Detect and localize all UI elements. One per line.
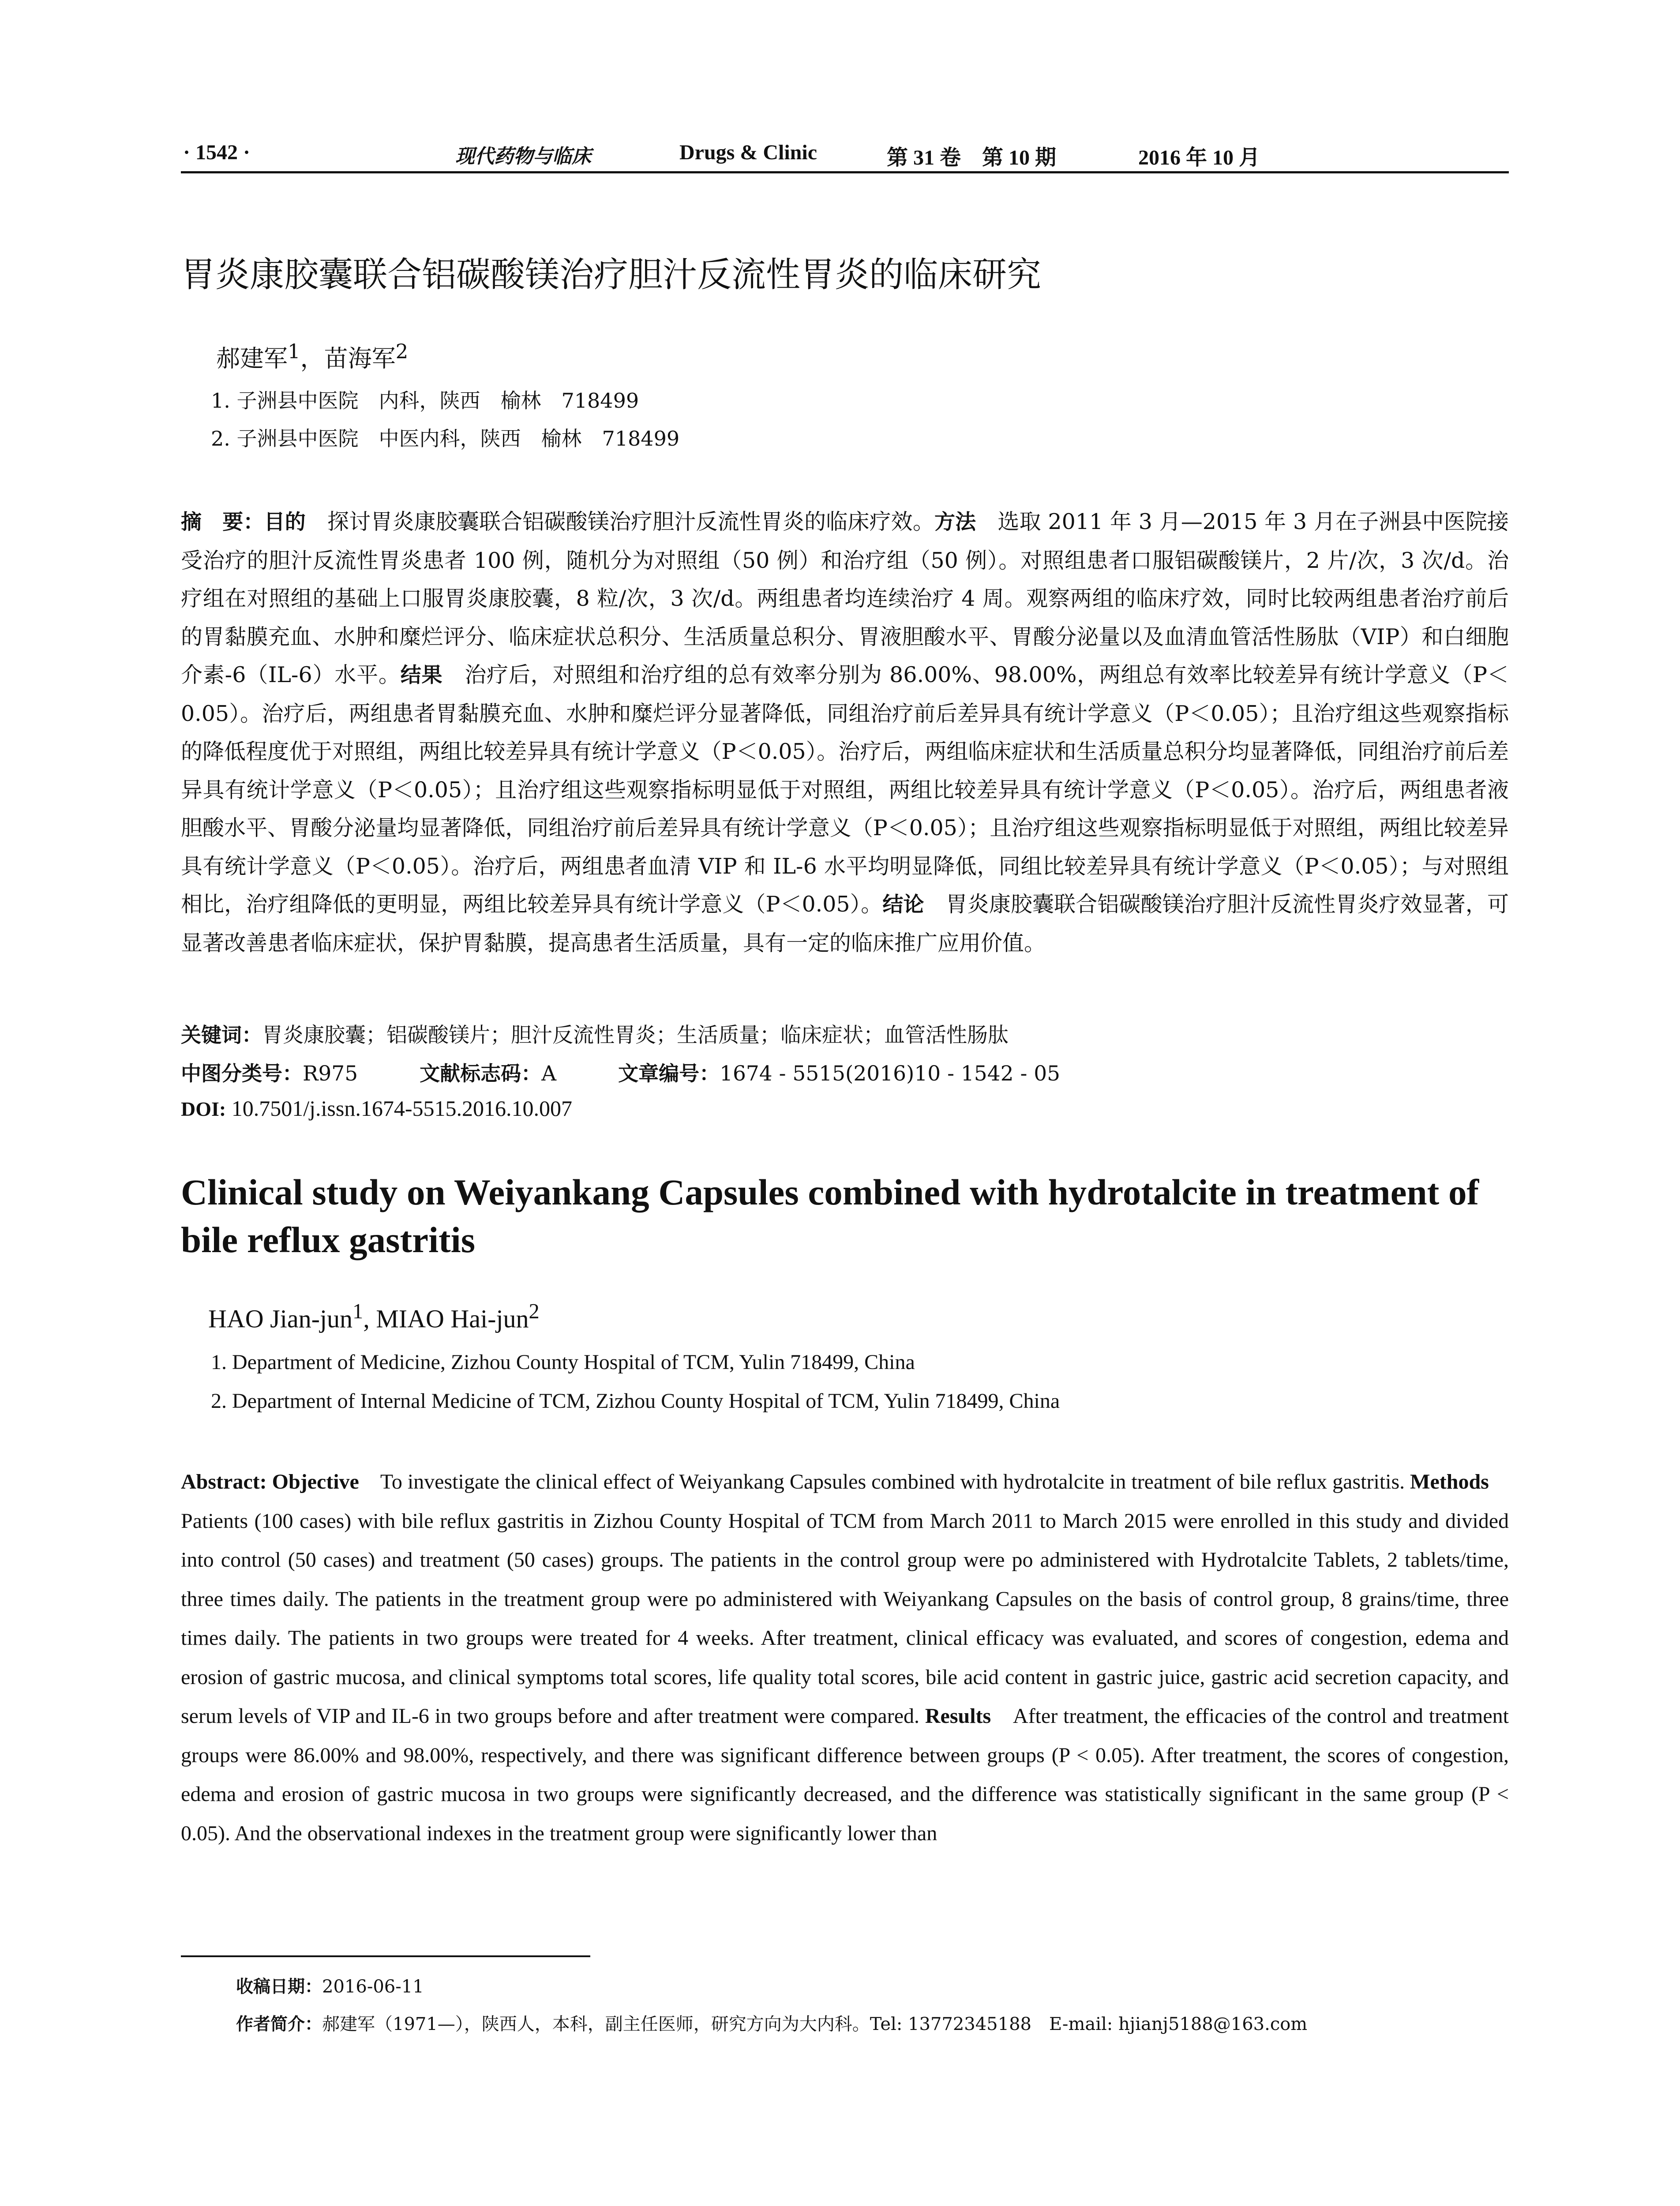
cn-keywords: 关键词：胃炎康胶囊；铝碳酸镁片；胆汁反流性胃炎；生活质量；临床症状；血管活性肠肽 [181,1023,1009,1047]
cn-author-1: 郝建军 [216,345,288,372]
en-affiliation-1: 1. Department of Medicine, Zizhou County Hospital of TCM, Yulin 718499, China [211,1351,915,1374]
journal-name-cn: 现代药物与临床 [455,145,591,168]
cn-abstract-label: 摘 要： [181,510,264,534]
article-id: 1674 - 5515(2016)10 - 1542 - 05 [720,1062,1061,1086]
document-code: A [541,1062,557,1086]
doi-line: DOI: 10.7501/j.issn.1674-5515.2016.10.007 [181,1096,572,1121]
doi-value: 10.7501/j.issn.1674-5515.2016.10.007 [226,1096,572,1121]
running-header [181,140,1509,173]
cn-title: 胃炎康胶囊联合铝碳酸镁治疗胆汁反流性胃炎的临床研究 [181,255,1042,295]
footnote-rule [181,1955,590,1957]
en-authors: HAO Jian-jun$^1$, MIAO Hai-jun$^2$ [208,1300,540,1333]
journal-name-en: Drugs & Clinic [679,141,817,164]
cn-affiliation-1: 1. 子洲县中医院 内科，陕西 榆林 718499 [211,389,639,413]
en-author-1: HAO Jian-jun [208,1304,353,1333]
classification-line: 中图分类号：R975 文献标志码：A 文章编号：1674 - 5515(2016)10 - 1542 - 05 [181,1062,1061,1086]
cn-authors: 郝建军$^1$，苗海军$^2$ [216,340,409,372]
clc-number: R975 [303,1062,358,1086]
en-title: Clinical study on Weiyankang Capsules combined with hydrotalcite in treatment of bile reflux gastritis [181,1172,1479,1260]
en-abstract: Abstract: Objective To investigate the clinical effect of Weiyankang Capsules combined with hydrotalcite in treatment of bile reflux gastritis. Methods Patients (100 cases) with bile reflux gastritis in Zizhou County Hospital of TCM from March 2011 to March 2015 were enrolled in this study and divided into control (50 cases) and treatment (50 cases) groups. The patients in the control group were po administered with Hydrotalcite Tablets, 2 tablets/time, three times daily. The patients in the treatment group were po administered with Weiyankang Capsules on the basis of control group, 8 grains/time, three times daily. The patients in two groups were treated for 4 weeks. After treatment, clinical efficacy was evaluated, and scores of congestion, edema and erosion of gastric mucosa, and clinical symptoms total scores, life quality total scores, bile acid content in gastric juice, gastric acid secretion capacity, and serum levels of VIP and IL-6 in two groups before and after treatment were compared. Results After treatment, the efficacies of the control and treatment groups were 86.00% and 98.00%, respectively, and there was significant difference between groups (P < 0.05). After treatment, the scores of congestion, edema and erosion of gastric mucosa in two groups were significantly decreased, and the difference was statistically significant in the same group (P < 0.05). And the observational indexes in the treatment group were significantly lower than [181,1470,1510,1845]
issue-date: 2016 年 10 月 [1138,146,1260,169]
en-affiliation-2: 2. Department of Internal Medicine of TCM, Zizhou County Hospital of TCM, Yulin 718499, China [211,1389,1060,1413]
cn-author-2: 苗海军 [324,345,396,372]
volume-issue: 第 31 卷 第 10 期 [887,146,1057,169]
en-author-2: MIAO Hai-jun [376,1304,529,1333]
received-date: 收稿日期：2016-06-11 [236,1977,424,1997]
page-number: · 1542 · [183,141,251,164]
cn-affiliation-2: 2. 子洲县中医院 中医内科，陕西 榆林 718499 [211,427,680,450]
cn-abstract: 摘 要：目的 探讨胃炎康胶囊联合铝碳酸镁治疗胆汁反流性胃炎的临床疗效。方法 选取 2011 年 3 月—2015 年 3 月在子洲县中医院接受治疗的胆汁反流性胃炎患者 100 例，随机分为对照组（50 例）和治疗组（50 例）。对照组患者口服铝碳酸镁片，2 片/次，3 次/d。治疗组在对照组的基础上口服胃炎康胶囊，8 粒/次，3 次/d。两组患者均连续治疗 4 周。观察两组的临床疗效，同时比较两组患者治疗前后的胃黏膜充血、水肿和糜烂评分、临床症状总积分、生活质量总积分、胃液胆酸水平、胃酸分泌量以及血清血管活性肠肽（VIP）和白细胞介素-6（IL-6）水平。结果 治疗后，对照组和治疗组的总有效率分别为 86.00%、98.00%，两组总有效率比较差异有统计学意义（P＜0.05）。治疗后，两组患者胃黏膜充血、水肿和糜烂评分显著降低，同组治疗前后差异具有统计学意义（P＜0.05）；且治疗组这些观察指标的降低程度优于对照组，两组比较差异具有统计学意义（P＜0.05）。治疗后，两组临床症状和生活质量总积分均显著降低，同组治疗前后差异具有统计学意义（P＜0.05）；且治疗组这些观察指标明显低于对照组，两组比较差异具有统计学意义（P＜0.05）。治疗后，两组患者液胆酸水平、胃酸分泌量均显著降低，同组治疗前后差异具有统计学意义（P＜0.05）；且治疗组这些观察指标明显低于对照组，两组比较差异具有统计学意义（P＜0.05）。治疗后，两组患者血清 VIP 和 IL-6 水平均明显降低，同组比较差异具有统计学意义（P＜0.05）；与对照组相比，治疗组降低的更明显，两组比较差异具有统计学意义（P＜0.05）。结论 胃炎康胶囊联合铝碳酸镁治疗胆汁反流性胃炎疗效显著，可显著改善患者临床症状，保护胃黏膜，提高患者生活质量，具有一定的临床推广应用价值。 [181,509,1509,956]
author-bio: 作者简介：郝建军（1971—），陕西人，本科，副主任医师，研究方向为大内科。Tel: 13772345188 E-mail: hjianj5188@163.com [236,2014,1308,2034]
